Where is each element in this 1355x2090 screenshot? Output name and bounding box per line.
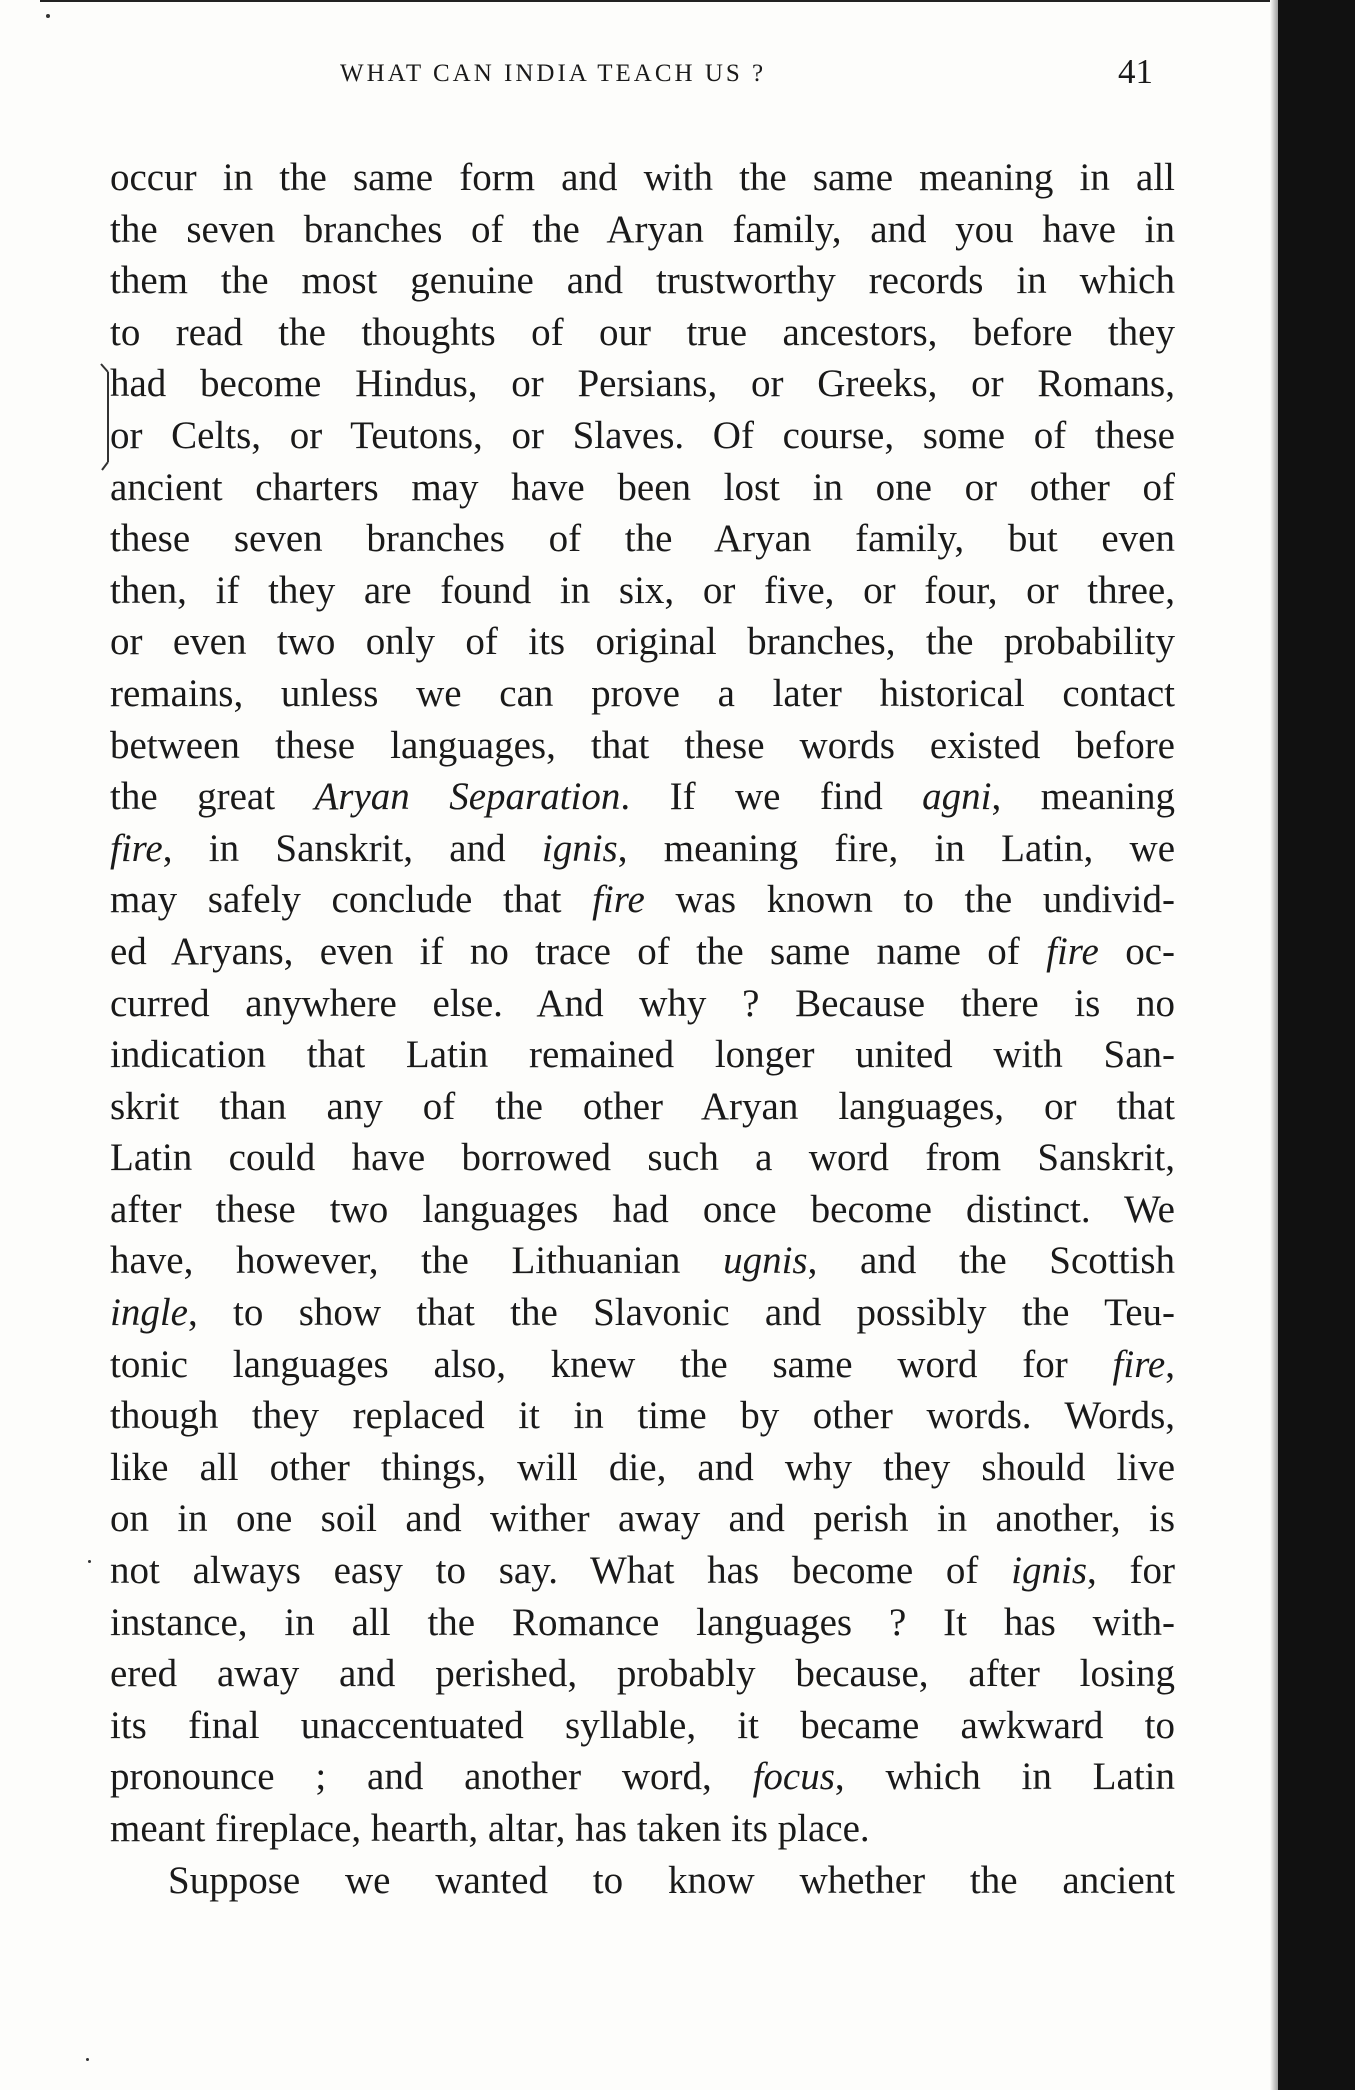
text-line: Latin could have borrowed such a word from Sanskrit, [110, 1136, 1175, 1180]
text-line: had become Hindus, or Persians, or Greeks, or Romans, [110, 362, 1175, 406]
text-line: not always easy to say. What has become of ignis, for [110, 1549, 1175, 1593]
italic-term: agni [922, 775, 992, 819]
italic-term: Aryan Separation [314, 775, 621, 819]
text-line: or even two only of its original branches, the probability [110, 620, 1175, 664]
text-line: tonic languages also, knew the same word for fire, [110, 1342, 1175, 1386]
text-line: them the most genuine and trustworthy records in which [110, 259, 1175, 303]
italic-term: fire [592, 878, 645, 922]
scan-border [1278, 0, 1355, 2090]
italic-term: focus [752, 1755, 835, 1799]
italic-term: ignis [1011, 1549, 1088, 1593]
scan-speck [88, 1560, 91, 1563]
italic-term: fire [1046, 929, 1099, 973]
text-line: ered away and perished, probably because, after losing [110, 1652, 1175, 1696]
text-line: meant fireplace, hearth, altar, has taken its place. [110, 1807, 870, 1850]
italic-term: fire [1112, 1342, 1166, 1386]
text-line: curred anywhere else. And why ? Because there is no [110, 981, 1175, 1025]
scan-speck [86, 2058, 89, 2061]
text-line: between these languages, that these words existed before [110, 723, 1175, 767]
text-line: after these two languages had once become distinct. We [110, 1187, 1175, 1231]
text-line: have, however, the Lithuanian ugnis, and the Scottish [110, 1239, 1175, 1283]
text-line: may safely conclude that fire was known to the undivid- [110, 878, 1175, 922]
text-line: then, if they are found in six, or five, or four, or three, [110, 568, 1175, 612]
text-line: pronounce ; and another word, focus, which in Latin [110, 1755, 1175, 1799]
italic-term: ingle [110, 1291, 188, 1335]
top-edge-rule [40, 0, 1290, 2]
text-line: like all other things, will die, and why they should live [110, 1445, 1175, 1489]
text-line: instance, in all the Romance languages ? It has with- [110, 1600, 1175, 1644]
text-line: ingle, to show that the Slavonic and possibly the Teu- [110, 1291, 1175, 1335]
italic-term: fire [110, 826, 163, 870]
text-line: these seven branches of the Aryan family, but even [110, 517, 1175, 561]
text-line: skrit than any of the other Aryan languages, or that [110, 1084, 1175, 1128]
text-line: indication that Latin remained longer united with San- [110, 1033, 1175, 1077]
text-line: remains, unless we can prove a later historical contact [110, 671, 1175, 715]
body-text [110, 152, 1175, 1906]
text-line: on in one soil and wither away and perish in another, is [110, 1497, 1175, 1541]
scan-speck [46, 14, 50, 18]
text-line: fire, in Sanskrit, and ignis, meaning fire, in Latin, we [110, 826, 1176, 870]
text-line: its final unaccentuated syllable, it became awkward to [110, 1703, 1175, 1747]
text-line: the great Aryan Separation. If we find agni, meaning [110, 775, 1175, 819]
running-head: WHAT CAN INDIA TEACH US ? [340, 60, 767, 87]
text-line: or Celts, or Teutons, or Slaves. Of course, some of these [110, 413, 1175, 457]
text-line: the seven branches of the Aryan family, and you have in [110, 207, 1175, 251]
paragraph-start-line: Suppose we wanted to know whether the ancient [168, 1858, 1175, 1902]
text-line: ancient charters may have been lost in one or other of [110, 465, 1175, 509]
italic-term: ugnis [723, 1239, 808, 1283]
text-line: occur in the same form and with the same meaning in all [110, 156, 1175, 199]
text-line: to read the thoughts of our true ancestors, before they [110, 310, 1175, 354]
text-line: though they replaced it in time by other words. Words, [110, 1394, 1175, 1438]
italic-term: ignis [541, 826, 618, 870]
text-line: ed Aryans, even if no trace of the same name of fire oc- [110, 929, 1175, 973]
page-number: 41 [1118, 52, 1153, 91]
